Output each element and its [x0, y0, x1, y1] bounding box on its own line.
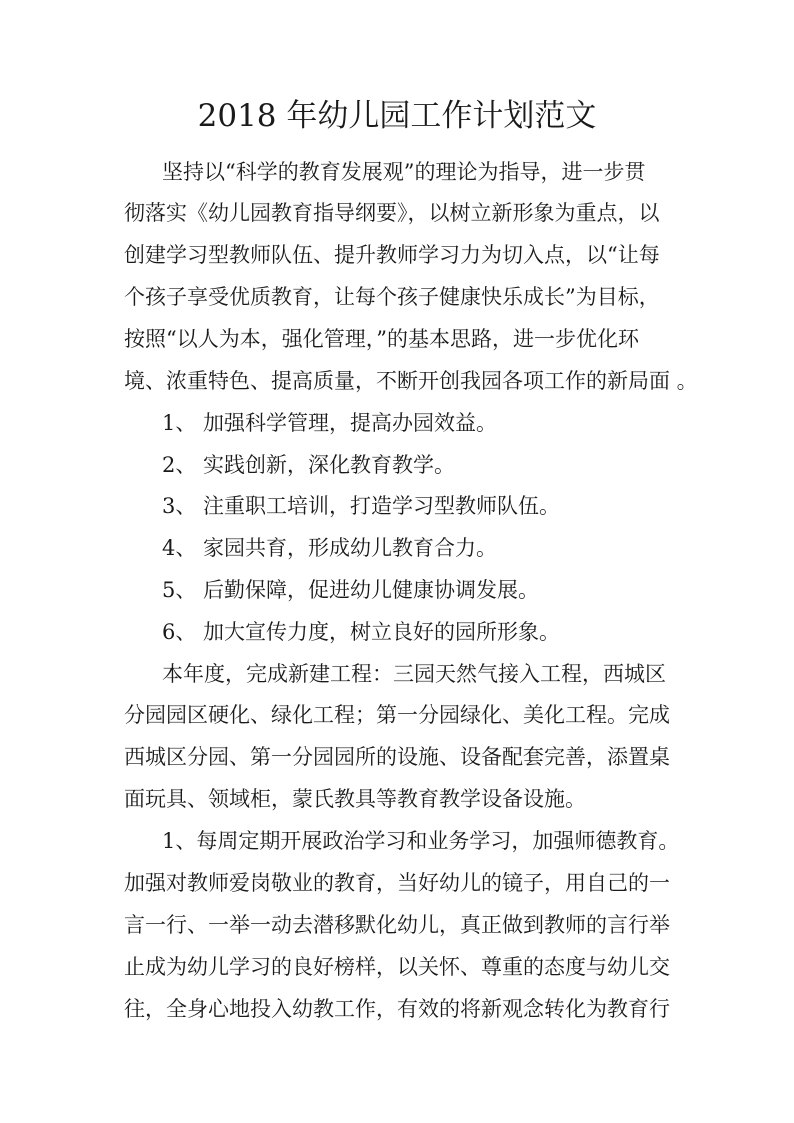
paragraph-1-line-1: 坚持以“科学的教育发展观”的理论为指导，进一步贯 [162, 160, 646, 184]
paragraph-2-line-3: 西城区分园、第一分园园所的设施、设备配套完善，添置桌 [124, 745, 670, 769]
paragraph-1-line-5: 按照“以人为本，强化管理，”的基本思路，进一步优化环 [124, 327, 639, 351]
paragraph-3-line-5: 往，全身心地投入幼教工作，有效的将新观念转化为教育行 [124, 997, 670, 1021]
paragraph-1-line-4: 个孩子享受优质教育，让每个孩子健康快乐成长”为目标， [124, 285, 660, 309]
goal-item-1: 1、 加强科学管理，提高办园效益。 [162, 411, 498, 435]
paragraph-2-line-1: 本年度，完成新建工程：三园天然气接入工程，西城区 [162, 662, 666, 686]
paragraph-3-line-1: 1、每周定期开展政治学习和业务学习，加强师德教育。 [162, 829, 680, 853]
paragraph-3-line-4: 止成为幼儿学习的良好榜样，以关怀、尊重的态度与幼儿交 [124, 955, 670, 979]
paragraph-1-line-3: 创建学习型教师队伍、提升教师学习力为切入点，以“让每 [124, 243, 660, 267]
paragraph-1-line-2: 彻落实《幼儿园教育指导纲要》，以树立新形象为重点，以 [124, 201, 660, 225]
goal-item-6: 6、 加大宣传力度，树立良好的园所形象。 [162, 620, 561, 644]
document-title: 2018 年幼儿园工作计划范文 [197, 98, 597, 134]
paragraph-2-line-4: 面玩具、领域柜，蒙氏教具等教育教学设备设施。 [124, 787, 586, 811]
paragraph-1-line-6: 境、浓重特色、提高质量，不断开创我园各项工作的新局面 。 [124, 369, 698, 393]
paragraph-2-line-2: 分园园区硬化、绿化工程；第一分园绿化、美化工程。完成 [124, 703, 670, 727]
goal-item-5: 5、 后勤保障，促进幼儿健康协调发展。 [162, 578, 540, 602]
paragraph-3-line-3: 言一行、一举一动去潜移默化幼儿，真正做到教师的言行举 [124, 913, 670, 937]
goal-item-4: 4、 家园共育，形成幼儿教育合力。 [162, 536, 498, 560]
paragraph-3-line-2: 加强对教师爱岗敬业的教育，当好幼儿的镜子，用自己的一 [124, 871, 670, 895]
goal-item-3: 3、 注重职工培训，打造学习型教师队伍。 [162, 494, 561, 518]
goal-item-2: 2、 实践创新，深化教育教学。 [162, 453, 456, 477]
